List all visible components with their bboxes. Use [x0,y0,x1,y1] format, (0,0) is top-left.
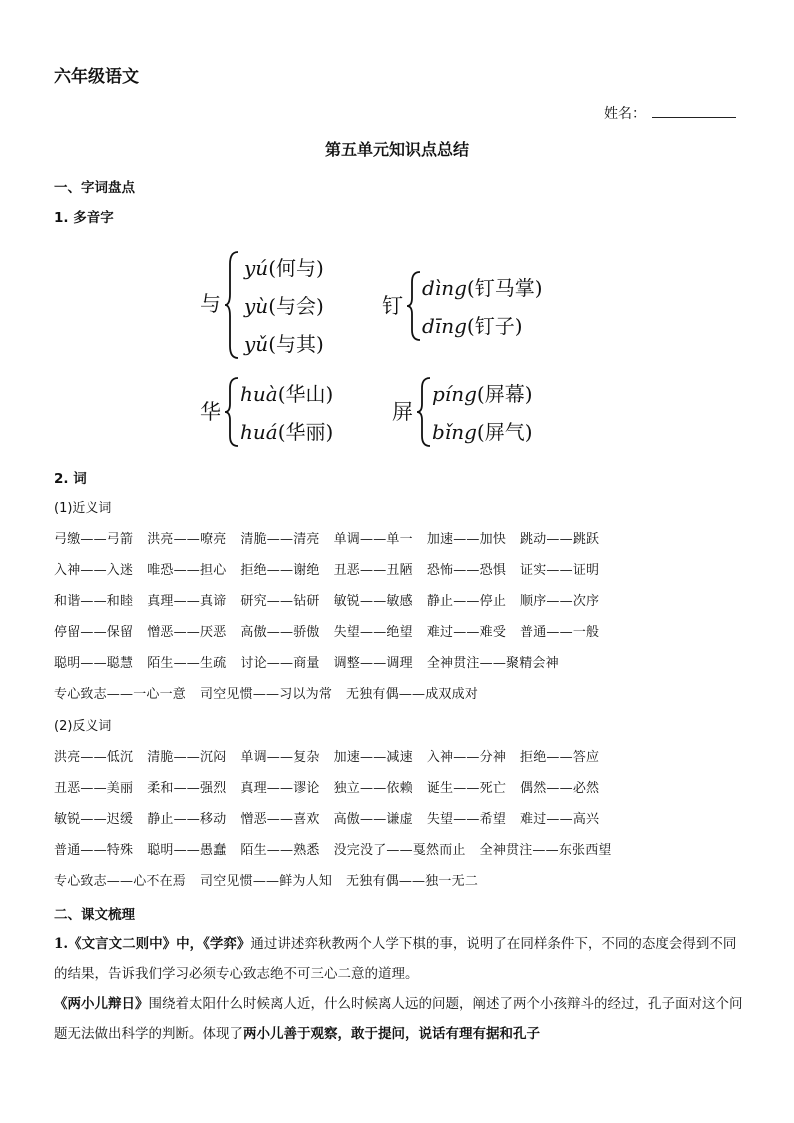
word-row [54,839,626,858]
word-pair: 讨论——商量 [240,656,320,671]
word-pair: 清脆——沉闷 [147,750,227,765]
word-row [54,621,613,640]
word-row [54,528,613,547]
word-pair: 敏锐——敏感 [333,594,413,609]
word-pair: 专心致志——一心一意 [54,687,187,702]
word-row [54,590,613,609]
word-pair: 失望——希望 [426,812,507,827]
word-pair: 单调——复杂 [240,750,320,765]
name-label: 姓名： [604,106,646,122]
polyphone-option: yǔ(与其) [244,332,324,356]
name-field[interactable] [604,103,736,123]
word-pair: 弓缴——弓箭 [54,532,134,547]
word-pair: 无独有偶——独一无二 [346,874,479,889]
paragraph-lead: 《两小儿辩日》 [54,996,149,1012]
word-pair: 跳动——跳跃 [520,532,600,547]
brace-icon [406,270,422,342]
polyphone-option: píng(屏幕) [432,382,533,406]
word-pair: 没完没了——戛然而止 [333,843,466,858]
word-pair: 司空见惯——习以为常 [200,687,333,702]
word-pair: 洪亮——低沉 [54,750,134,765]
word-pair: 柔和——强烈 [147,781,227,796]
word-pair: 加速——减速 [333,750,413,765]
paragraph-lead: 1.《文言文二则中》中，《学弈》 [54,936,251,952]
word-pair: 清脆——清亮 [240,532,320,547]
word-pair: 拒绝——答应 [520,750,600,765]
polyphone-ping [392,374,592,454]
word-pair: 研究——钻研 [240,594,320,609]
antonyms-label: (2)反义词 [54,719,112,734]
brace-icon [224,250,240,360]
polyphone-option: dīng(钉子) [422,314,523,338]
word-pair: 偶然——必然 [520,781,600,796]
word-pair: 难过——高兴 [520,812,600,827]
word-pair: 静止——移动 [147,812,227,827]
word-pair: 顺序——次序 [520,594,600,609]
word-pair: 真理——真谛 [147,594,227,609]
word-pair: 无独有偶——成双成对 [346,687,479,702]
word-row [54,870,492,889]
word-pair: 敏锐——迟缓 [54,812,134,827]
word-pair: 调整——调理 [333,656,413,671]
word-pair: 恐怖——恐惧 [426,563,507,578]
name-blank[interactable] [652,105,736,118]
word-pair: 入神——入迷 [54,563,134,578]
word-pair: 失望——绝望 [333,625,413,640]
word-row [54,777,613,796]
word-pair: 普通——一般 [520,625,600,640]
polyphone-char: 华 [200,400,221,424]
word-pair: 丑恶——丑陋 [333,563,413,578]
polyphone-hua [200,374,370,454]
section1-heading: 一、字词盘点 [54,180,135,196]
paragraph-xueyi [54,929,744,989]
polyphone-option: yú(何与) [244,256,324,280]
word-pair: 真理——谬论 [240,781,320,796]
word-pair: 拒绝——谢绝 [240,563,320,578]
word-row [54,652,573,671]
synonyms-label: (1)近义词 [54,501,112,516]
word-pair: 普通——特殊 [54,843,134,858]
paragraph-text: 围绕着太阳什么时候离人近，什么时候离人远的问题，阐述了两个小孩辩斗的经过，孔子面对这个问题无法做出科学的判断。体现了 [54,996,743,1042]
word-pair: 诞生——死亡 [426,781,507,796]
word-pair: 证实——证明 [520,563,600,578]
word-pair: 和谐——和睦 [54,594,134,609]
polyphone-option: yù(与会) [244,294,324,318]
words-heading: 2. 词 [54,471,87,487]
page-title: 第五单元知识点总结 [324,140,469,159]
word-pair: 憎恶——喜欢 [240,812,320,827]
polyphone-option: huá(华丽) [240,420,334,444]
paragraph-liangxiaoer [54,989,744,1049]
word-row [54,808,613,827]
word-row [54,746,613,765]
polyphone-char: 与 [200,292,221,316]
word-pair: 高傲——骄傲 [240,625,320,640]
word-pair: 单调——单一 [333,532,413,547]
word-pair: 停留——保留 [54,625,134,640]
word-pair: 陌生——生疏 [147,656,227,671]
polyphone-option: huà(华山) [240,382,334,406]
word-pair: 憎恶——厌恶 [147,625,227,640]
word-pair: 洪亮——嘹亮 [147,532,227,547]
brace-icon [416,376,432,448]
paragraph-emphasis: 两小儿善于观察，敢于提问，说话有理有据和孔子 [243,1026,540,1042]
word-row [54,559,613,578]
word-pair: 聪明——聪慧 [54,656,134,671]
paragraph-text: 通过讲述弈秋教两个人学下棋的事，说明了在同样条件下，不同的态度会得到不同的结果，告诉我们学习必须专心致志绝不可三心二意的道理。 [54,936,737,982]
word-pair: 全神贯注——聚精会神 [426,656,559,671]
word-pair: 静止——停止 [426,594,507,609]
brace-icon [224,376,240,448]
word-pair: 司空见惯——鲜为人知 [200,874,333,889]
word-pair: 陌生——熟悉 [240,843,320,858]
word-pair: 唯恐——担心 [147,563,227,578]
grade-label: 六年级语文 [54,67,139,87]
polyphone-option: dìng(钉马掌) [422,276,543,300]
word-pair: 加速——加快 [426,532,507,547]
word-pair: 聪明——愚蠢 [147,843,227,858]
polyphone-ding [382,268,592,348]
word-row [54,683,492,702]
word-pair: 高傲——谦虚 [333,812,413,827]
polyphone-char: 屏 [392,400,413,424]
word-pair: 专心致志——心不在焉 [54,874,187,889]
polyphone-char: 钉 [382,294,403,318]
word-pair: 丑恶——美丽 [54,781,134,796]
word-pair: 难过——难受 [426,625,507,640]
section2-heading: 二、课文梳理 [54,907,135,923]
polyphone-option: bǐng(屏气) [432,420,533,444]
word-pair: 入神——分神 [426,750,507,765]
polyphone-heading: 1. 多音字 [54,210,114,226]
word-pair: 全神贯注——东张西望 [479,843,612,858]
word-pair: 独立——依赖 [333,781,413,796]
polyphone-yu [200,248,370,363]
